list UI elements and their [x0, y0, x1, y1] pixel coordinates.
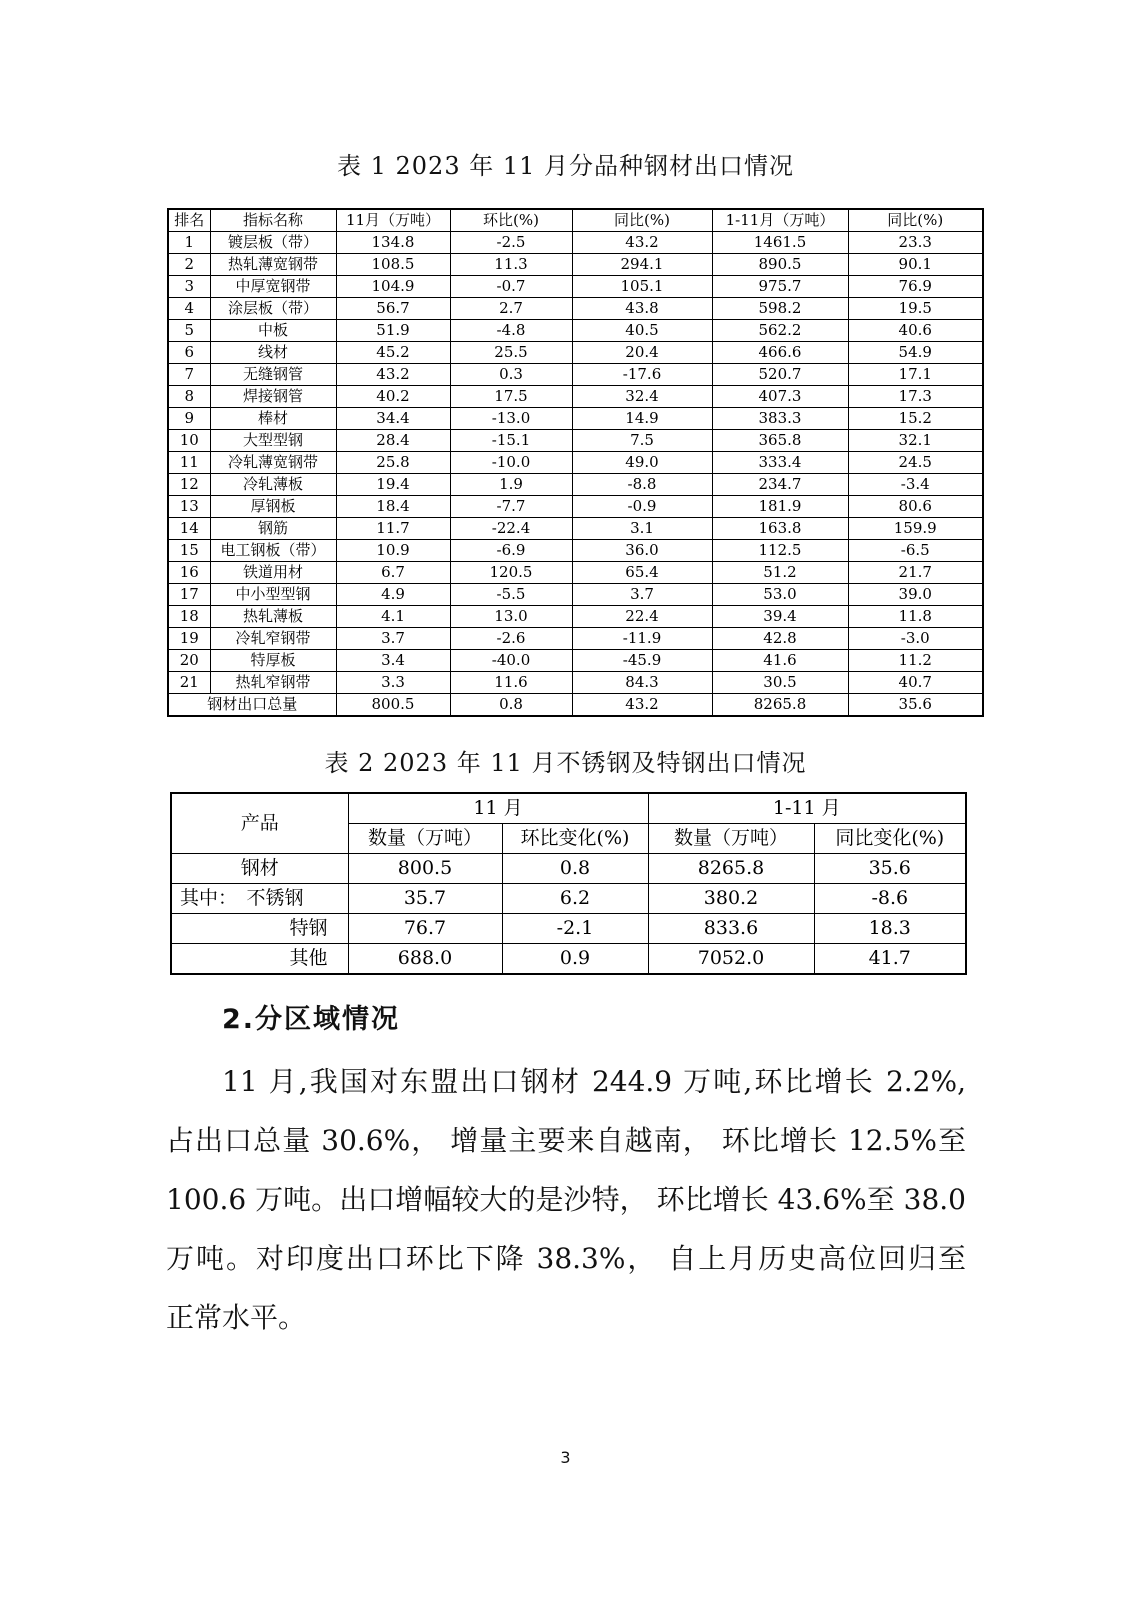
value-cell: 11.8: [848, 606, 983, 628]
value-cell: 22.4: [572, 606, 712, 628]
value-cell: 800.5: [348, 854, 502, 884]
paragraph-line: 占出口总量 30.6%， 增量主要来自越南， 环比增长 12.5%至: [166, 1124, 966, 1157]
table2-stainless-special-steel: [170, 792, 967, 975]
value-cell: 19.5: [848, 298, 983, 320]
value-cell: 45.2: [336, 342, 450, 364]
value-cell: 10.9: [336, 540, 450, 562]
table1-row: [168, 408, 983, 430]
value-cell: -22.4: [450, 518, 572, 540]
table1-row: [168, 540, 983, 562]
value-cell: 234.7: [712, 474, 848, 496]
rank-cell: 21: [168, 672, 210, 694]
value-cell: 36.0: [572, 540, 712, 562]
value-cell: 43.2: [572, 232, 712, 254]
table1-header-mom: 环比(%): [450, 209, 572, 232]
section-heading: 2.分区域情况: [222, 1004, 401, 1035]
value-cell: 76.9: [848, 276, 983, 298]
value-cell: 51.2: [712, 562, 848, 584]
value-cell: 39.0: [848, 584, 983, 606]
table1-row: [168, 254, 983, 276]
value-cell: 0.8: [450, 694, 572, 717]
value-cell: 19.4: [336, 474, 450, 496]
table1-row: [168, 518, 983, 540]
product-name-cell: 大型型钢: [210, 430, 336, 452]
value-cell: 0.9: [502, 944, 648, 975]
table1-row: [168, 342, 983, 364]
table1-header-row: [168, 209, 983, 232]
product-name-cell: 厚钢板: [210, 496, 336, 518]
value-cell: 112.5: [712, 540, 848, 562]
value-cell: -8.8: [572, 474, 712, 496]
value-cell: 35.6: [814, 854, 966, 884]
value-cell: 8265.8: [648, 854, 814, 884]
table1-row: [168, 606, 983, 628]
paragraph-line: 正常水平。: [166, 1301, 307, 1334]
product-name-cell: 中小型型钢: [210, 584, 336, 606]
table2-body: [171, 854, 966, 975]
value-cell: 41.6: [712, 650, 848, 672]
value-cell: 43.8: [572, 298, 712, 320]
value-cell: -2.1: [502, 914, 648, 944]
value-cell: -2.6: [450, 628, 572, 650]
value-cell: 39.4: [712, 606, 848, 628]
value-cell: 56.7: [336, 298, 450, 320]
rank-cell: 17: [168, 584, 210, 606]
value-cell: 17.3: [848, 386, 983, 408]
product-name-cell: 涂层板（带）: [210, 298, 336, 320]
rank-cell: 14: [168, 518, 210, 540]
product-name-cell: 电工钢板（带）: [210, 540, 336, 562]
rank-cell: 5: [168, 320, 210, 342]
value-cell: 3.7: [572, 584, 712, 606]
rank-cell: 6: [168, 342, 210, 364]
value-cell: 0.8: [502, 854, 648, 884]
table2-subheader-yoy-change: 同比变化(%): [814, 824, 966, 854]
value-cell: 11.3: [450, 254, 572, 276]
value-cell: 407.3: [712, 386, 848, 408]
product-name-cell: 钢筋: [210, 518, 336, 540]
value-cell: 30.5: [712, 672, 848, 694]
value-cell: 17.5: [450, 386, 572, 408]
table1-row: [168, 364, 983, 386]
value-cell: -6.5: [848, 540, 983, 562]
value-cell: 3.4: [336, 650, 450, 672]
value-cell: 25.8: [336, 452, 450, 474]
value-cell: 163.8: [712, 518, 848, 540]
table2-row: [171, 944, 966, 975]
value-cell: 17.1: [848, 364, 983, 386]
value-cell: 25.5: [450, 342, 572, 364]
value-cell: -45.9: [572, 650, 712, 672]
value-cell: -0.9: [572, 496, 712, 518]
table1-header-jan-nov-volume: 1-11月（万吨）: [712, 209, 848, 232]
product-name-cell: 棒材: [210, 408, 336, 430]
value-cell: 34.4: [336, 408, 450, 430]
table1-row: [168, 320, 983, 342]
rank-cell: 4: [168, 298, 210, 320]
value-cell: 35.6: [848, 694, 983, 717]
value-cell: 40.5: [572, 320, 712, 342]
value-cell: 13.0: [450, 606, 572, 628]
table2-subheader-jan-nov-volume: 数量（万吨）: [648, 824, 814, 854]
value-cell: 32.4: [572, 386, 712, 408]
value-cell: 104.9: [336, 276, 450, 298]
value-cell: 49.0: [572, 452, 712, 474]
paragraph-line: 11 月,我国对东盟出口钢材 244.9 万吨,环比增长 2.2%,: [222, 1065, 966, 1098]
product-name-cell: 中厚宽钢带: [210, 276, 336, 298]
product-name-cell: 无缝钢管: [210, 364, 336, 386]
rank-cell: 8: [168, 386, 210, 408]
value-cell: -5.5: [450, 584, 572, 606]
value-cell: 23.3: [848, 232, 983, 254]
value-cell: 134.8: [336, 232, 450, 254]
table1-header-rank: 排名: [168, 209, 210, 232]
value-cell: -3.0: [848, 628, 983, 650]
value-cell: 520.7: [712, 364, 848, 386]
value-cell: 14.9: [572, 408, 712, 430]
value-cell: 53.0: [712, 584, 848, 606]
rank-cell: 7: [168, 364, 210, 386]
value-cell: 76.7: [348, 914, 502, 944]
value-cell: 380.2: [648, 884, 814, 914]
value-cell: 28.4: [336, 430, 450, 452]
product-name-cell: 冷轧薄宽钢带: [210, 452, 336, 474]
value-cell: -15.1: [450, 430, 572, 452]
value-cell: 3.7: [336, 628, 450, 650]
value-cell: 0.3: [450, 364, 572, 386]
table2-header-period-nov: 11 月: [348, 793, 648, 824]
table1-header-yoy: 同比(%): [572, 209, 712, 232]
product-name-cell: 中板: [210, 320, 336, 342]
table1-header-indicator-name: 指标名称: [210, 209, 336, 232]
value-cell: 51.9: [336, 320, 450, 342]
total-label-cell: 钢材出口总量: [168, 694, 336, 717]
value-cell: 120.5: [450, 562, 572, 584]
product-name-cell: 焊接钢管: [210, 386, 336, 408]
product-name-cell: 热轧薄板: [210, 606, 336, 628]
table1-row: [168, 276, 983, 298]
paragraph-line: 100.6 万吨。出口增幅较大的是沙特， 环比增长 43.6%至 38.0: [166, 1183, 966, 1216]
table1-row: [168, 452, 983, 474]
table2-row: [171, 854, 966, 884]
table1-row: [168, 386, 983, 408]
table1-row: [168, 430, 983, 452]
value-cell: 833.6: [648, 914, 814, 944]
value-cell: 365.8: [712, 430, 848, 452]
value-cell: 32.1: [848, 430, 983, 452]
table1-title: 表 1 2023 年 11 月分品种钢材出口情况: [336, 152, 795, 180]
value-cell: 975.7: [712, 276, 848, 298]
value-cell: 2.7: [450, 298, 572, 320]
value-cell: -2.5: [450, 232, 572, 254]
value-cell: -6.9: [450, 540, 572, 562]
value-cell: -7.7: [450, 496, 572, 518]
table1-header-nov-volume: 11月（万吨）: [336, 209, 450, 232]
table2-header-row-1: [171, 793, 966, 824]
product-name-cell: 镀层板（带）: [210, 232, 336, 254]
value-cell: 333.4: [712, 452, 848, 474]
value-cell: 4.9: [336, 584, 450, 606]
product-name-cell: 热轧薄宽钢带: [210, 254, 336, 276]
value-cell: 80.6: [848, 496, 983, 518]
value-cell: 562.2: [712, 320, 848, 342]
value-cell: 11.6: [450, 672, 572, 694]
value-cell: 7.5: [572, 430, 712, 452]
product-name-cell: 冷轧薄板: [210, 474, 336, 496]
value-cell: 43.2: [336, 364, 450, 386]
value-cell: 1.9: [450, 474, 572, 496]
table1-row: [168, 298, 983, 320]
value-cell: -4.8: [450, 320, 572, 342]
table1-total-row: [168, 694, 983, 717]
value-cell: -10.0: [450, 452, 572, 474]
value-cell: 4.1: [336, 606, 450, 628]
value-cell: 84.3: [572, 672, 712, 694]
rank-cell: 13: [168, 496, 210, 518]
table2-subheader-mom-change: 环比变化(%): [502, 824, 648, 854]
value-cell: 40.6: [848, 320, 983, 342]
value-cell: -13.0: [450, 408, 572, 430]
value-cell: 383.3: [712, 408, 848, 430]
rank-cell: 18: [168, 606, 210, 628]
paragraph-line: 万吨。对印度出口环比下降 38.3%， 自上月历史高位回归至: [166, 1242, 966, 1275]
table2-row: [171, 914, 966, 944]
table1-row: [168, 672, 983, 694]
value-cell: 181.9: [712, 496, 848, 518]
value-cell: 598.2: [712, 298, 848, 320]
product-name-cell: 其他: [171, 944, 348, 975]
table2-row: [171, 884, 966, 914]
value-cell: 42.8: [712, 628, 848, 650]
value-cell: 11.2: [848, 650, 983, 672]
value-cell: 24.5: [848, 452, 983, 474]
value-cell: -40.0: [450, 650, 572, 672]
value-cell: 800.5: [336, 694, 450, 717]
value-cell: 890.5: [712, 254, 848, 276]
table2-title: 表 2 2023 年 11 月不锈钢及特钢出口情况: [324, 749, 807, 777]
product-name-cell: 其中： 不锈钢: [171, 884, 348, 914]
rank-cell: 10: [168, 430, 210, 452]
product-name-cell: 热轧窄钢带: [210, 672, 336, 694]
value-cell: -11.9: [572, 628, 712, 650]
table1-row: [168, 562, 983, 584]
value-cell: 20.4: [572, 342, 712, 364]
value-cell: 159.9: [848, 518, 983, 540]
value-cell: 35.7: [348, 884, 502, 914]
product-name-cell: 线材: [210, 342, 336, 364]
rank-cell: 16: [168, 562, 210, 584]
value-cell: -8.6: [814, 884, 966, 914]
rank-cell: 12: [168, 474, 210, 496]
table1-row: [168, 650, 983, 672]
rank-cell: 11: [168, 452, 210, 474]
product-name-cell: 冷轧窄钢带: [210, 628, 336, 650]
product-name-cell: 铁道用材: [210, 562, 336, 584]
value-cell: 7052.0: [648, 944, 814, 975]
table2-subheader-nov-volume: 数量（万吨）: [348, 824, 502, 854]
table1-row: [168, 496, 983, 518]
body-paragraph: [166, 1052, 966, 1347]
value-cell: 90.1: [848, 254, 983, 276]
value-cell: 1461.5: [712, 232, 848, 254]
page-number: 3: [560, 1448, 571, 1467]
value-cell: 40.7: [848, 672, 983, 694]
value-cell: 18.3: [814, 914, 966, 944]
value-cell: 65.4: [572, 562, 712, 584]
table2-header-period-jan-nov: 1-11 月: [648, 793, 966, 824]
value-cell: 41.7: [814, 944, 966, 975]
table1-header-jan-nov-yoy: 同比(%): [848, 209, 983, 232]
product-name-cell: 钢材: [171, 854, 348, 884]
rank-cell: 20: [168, 650, 210, 672]
value-cell: 8265.8: [712, 694, 848, 717]
value-cell: -0.7: [450, 276, 572, 298]
value-cell: 105.1: [572, 276, 712, 298]
value-cell: 18.4: [336, 496, 450, 518]
value-cell: -3.4: [848, 474, 983, 496]
table1-row: [168, 232, 983, 254]
value-cell: 11.7: [336, 518, 450, 540]
table2-header-product: 产品: [171, 793, 348, 854]
value-cell: 108.5: [336, 254, 450, 276]
value-cell: 21.7: [848, 562, 983, 584]
value-cell: 6.2: [502, 884, 648, 914]
table1-steel-exports-by-product: [167, 208, 984, 717]
value-cell: 43.2: [572, 694, 712, 717]
table1-row: [168, 628, 983, 650]
value-cell: 6.7: [336, 562, 450, 584]
value-cell: 54.9: [848, 342, 983, 364]
product-name-cell: 特钢: [171, 914, 348, 944]
value-cell: 466.6: [712, 342, 848, 364]
product-name-cell: 特厚板: [210, 650, 336, 672]
rank-cell: 2: [168, 254, 210, 276]
rank-cell: 1: [168, 232, 210, 254]
value-cell: 40.2: [336, 386, 450, 408]
table1-row: [168, 474, 983, 496]
value-cell: 688.0: [348, 944, 502, 975]
table1-body: [168, 232, 983, 717]
value-cell: 3.3: [336, 672, 450, 694]
value-cell: 3.1: [572, 518, 712, 540]
table1-row: [168, 584, 983, 606]
rank-cell: 3: [168, 276, 210, 298]
value-cell: 294.1: [572, 254, 712, 276]
value-cell: 15.2: [848, 408, 983, 430]
value-cell: -17.6: [572, 364, 712, 386]
rank-cell: 15: [168, 540, 210, 562]
rank-cell: 9: [168, 408, 210, 430]
rank-cell: 19: [168, 628, 210, 650]
